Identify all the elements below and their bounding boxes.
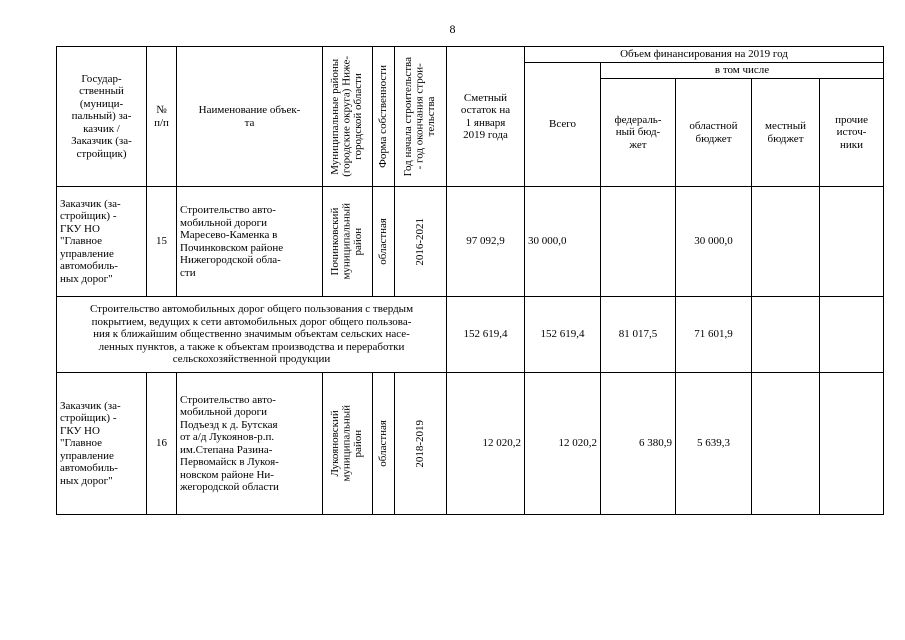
row-local [752,373,820,515]
page-number: 8 [449,22,456,36]
header-ownership: Форма собственности [373,47,395,187]
row-customer: Заказчик (за- стройщик) - ГКУ НО "Главное управление автомобиль- ных дорог" [57,373,147,515]
row-estimate: 12 020,2 [447,373,525,515]
table-row [57,187,884,297]
row-district: Починковский муниципальный район [323,187,373,297]
section-local [752,297,820,373]
row-other [820,187,884,297]
section-total: 152 619,4 [525,297,601,373]
header-estimate: Сметный остаток на 1 января 2019 года [447,47,525,187]
header-financing: Объем финансирования на 2019 год [525,47,884,63]
row-total: 30 000,0 [525,187,601,297]
row-customer: Заказчик (за- стройщик) - ГКУ НО "Главное управление автомобиль- ных дорог" [57,187,147,297]
row-total: 12 020,2 [525,373,601,515]
row-local [752,187,820,297]
row-object-name: Строительство авто- мобильной дороги Подъезд к д. Бутская от а/д Лукоянов-р.п. им.Степана Разина- Первомайск в Лукоя- новском районе Ни- жегородской области [177,373,323,515]
section-regional: 71 601,9 [676,297,752,373]
section-federal: 81 017,5 [601,297,676,373]
header-local: местный бюджет [752,79,820,187]
row-federal [601,187,676,297]
header-including: в том числе [601,63,884,79]
section-estimate: 152 619,4 [447,297,525,373]
row-ownership: областная [373,373,395,515]
row-estimate: 97 092,9 [447,187,525,297]
row-regional: 5 639,3 [676,373,752,515]
header-other: прочие источ- ники [820,79,884,187]
header-years: Год начала строительства - год окончания строи- тельства [395,47,447,187]
header-regional: областной бюджет [676,79,752,187]
section-other [820,297,884,373]
row-regional: 30 000,0 [676,187,752,297]
row-district: Лукояновский муниципальный район [323,373,373,515]
header-customer: Государ- ственный (муници- пальный) за- казчик / Заказчик (за- стройщик) [57,47,147,187]
row-federal: 6 380,9 [601,373,676,515]
row-num: 16 [147,373,177,515]
header-districts: Муниципальные районы (городские округа) Ниже- городской области [323,47,373,187]
header-object-name: Наименование объек- та [177,47,323,187]
row-years: 2018-2019 [395,373,447,515]
row-years: 2016-2021 [395,187,447,297]
section-row [57,297,884,373]
header-total: Всего [525,63,601,187]
table-row [57,373,884,515]
section-title: Строительство автомобильных дорог общего пользования с твердым покрытием, ведущих к сети автомобильных дорог общего пользова- ния к ближайшим общественно значимым объектам сельских насе- ленных пунктов, а также к объектам производства и переработки сельскохозяйственной продукции [57,297,447,373]
row-other [820,373,884,515]
header-num: № п/п [147,47,177,187]
row-num: 15 [147,187,177,297]
row-ownership: областная [373,187,395,297]
financing-table [56,46,884,515]
header-federal: федераль- ный бюд- жет [601,79,676,187]
row-object-name: Строительство авто- мобильной дороги Маресево-Каменка в Починковском районе Нижегородской обла- сти [177,187,323,297]
